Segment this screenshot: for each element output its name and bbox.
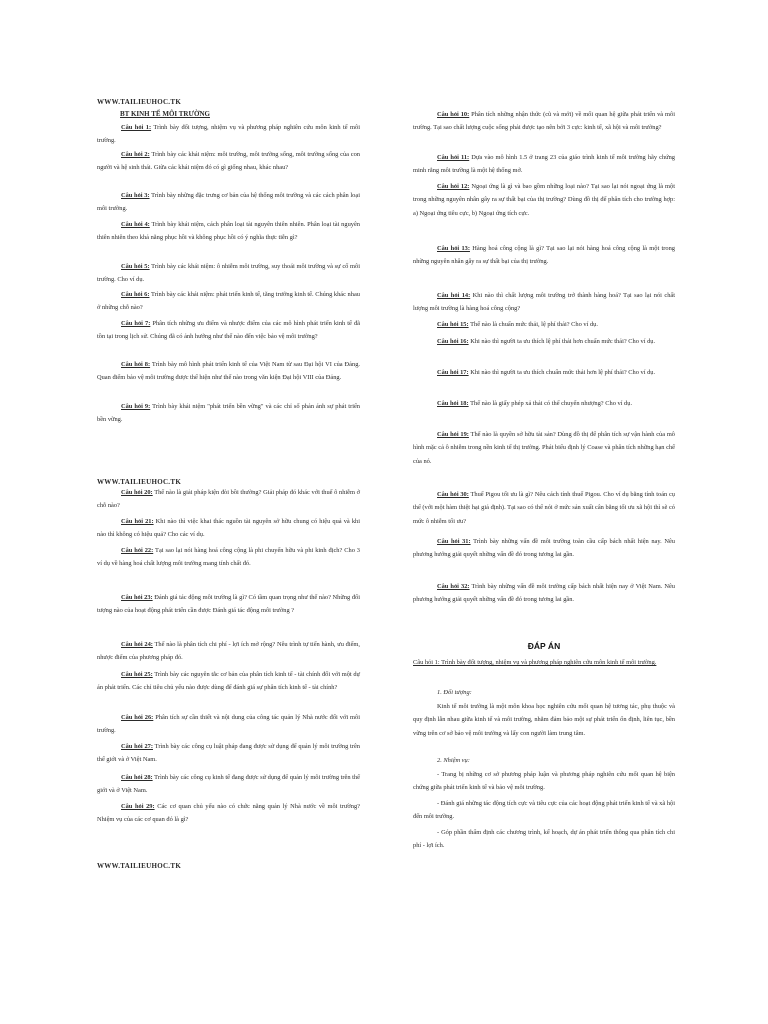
question-item: Câu hỏi 13: Hàng hoá công cộng là gì? Tại sao lại nói hàng hoá công cộng là một trong những nguyên nhân gây ra sự thất bại của thị trường.: [413, 245, 675, 266]
question-item: Câu hỏi 21: Khi nào thì việc khai thác nguồn tài nguyên sở hữu chung có hiệu quả và khi nào thì không có hiệu quả? Cho các ví dụ.: [97, 518, 360, 539]
question-item: Câu hỏi 30: Thuế Pigou tối ưu là gì? Nêu cách tính thuế Pigou. Cho ví dụ bằng tính toán cụ thể (với một hàm thiệt hại giả định). Tại sao có thể nói ở mức sản xuất cân bằng tối ưu xã hội thì sẽ có mức ô nhiễm tối ưu?: [413, 491, 675, 525]
question-item: Câu hỏi 20: Thế nào là giải pháp kiện đòi bồi thường? Giải pháp đó khác với thuế ô nhiễm ở chỗ nào?: [97, 489, 360, 510]
question-item: Câu hỏi 7: Phân tích những ưu điểm và nhược điểm của các mô hình phát triển kinh tế đã tồn tại trong lịch sử. Chúng đã có ảnh hưởng như thế nào đến việc bảo vệ môi trường?: [97, 320, 360, 341]
question-item: Câu hỏi 32: Trình bày những vấn đề môi trường cấp bách nhất hiện nay ở Việt Nam. Nêu phương hướng giải quyết những vấn đề đó trong tương lai gần.: [413, 583, 675, 604]
question-item: Câu hỏi 23: Đánh giá tác động môi trường là gì? Có tầm quan trọng như thế nào? Những đối tượng nào của hoạt động phát triển cần được Đánh giá tác động môi trường ?: [97, 594, 360, 615]
question-item: Câu hỏi 2: Trình bày các khái niệm: môi trường, môi trường sống, môi trường sống của con người và hệ sinh thái. Giữa các khái niệm đó có gì giống nhau, khác nhau?: [97, 151, 360, 172]
question-item: Câu hỏi 9: Trình bày khái niệm "phát triển bền vững" và các chỉ số phản ánh sự phát triển bền vững.: [97, 403, 361, 424]
document-title: BT KINH TẾ MÔI TRƯỜNG: [120, 110, 210, 118]
answer-question-title: Câu hỏi 1: Trình bày đối tượng, nhiệm vụ và phương pháp nghiên cứu môn kinh tế môi trường.: [413, 659, 657, 666]
site-header: WWW.TAILIEUHOC.TK: [97, 478, 182, 486]
answer-subheading: 1. Đối tượng:: [437, 689, 472, 696]
question-item: Câu hỏi 19: Thế nào là quyền sở hữu tài sản? Dùng đồ thị để phân tích sự vận hành của mô hình mặc cả ô nhiễm trong nền kinh tế thị trường. Phát biểu định lý Coase và phân tích những hạn chế của nó.: [413, 431, 675, 465]
question-item: Câu hỏi 8: Trình bày mô hình phát triển kinh tế của Việt Nam từ sau Đại hội VI của Đảng. Quan điểm bảo vệ môi trường được thể hiện như thế nào trong văn kiện Đại hội VIII của Đảng.: [97, 361, 360, 382]
question-item: Câu hỏi 25: Trình bày các nguyên tắc cơ bản của phân tích kinh tế - tài chính đối với một dự án phát triển. Các chỉ tiêu chủ yếu nào được dùng để đánh giá sự phân tích kinh tế - tài chính?: [97, 671, 360, 692]
question-item: Câu hỏi 12: Ngoại ứng là gì và bao gồm những loại nào? Tại sao lại nói ngoại ứng là một trong những nguyên nhân gây ra sự thất bại của thị trường? Dùng đồ thị để phân tích cho trường hợp: a) Ngoại ứng tiêu cực, b) Ngoại ứng tích cực.: [413, 183, 675, 217]
question-item: Câu hỏi 11: Dựa vào mô hình 1.5 ở trang 23 của giáo trình kinh tế môi trường hãy chứng minh rằng môi trường là một hệ thống mở.: [413, 154, 675, 175]
site-header: WWW.TAILIEUHOC.TK: [97, 98, 182, 106]
question-item: Câu hỏi 29: Các cơ quan chủ yếu nào có chức năng quản lý Nhà nước về môi trường? Nhiệm vụ của các cơ quan đó là gì?: [97, 803, 361, 824]
answer-bullet: - Đánh giá những tác động tích cực và tiêu cực của các hoạt động phát triển kinh tế và xã hội đến môi trường.: [413, 800, 675, 821]
question-item: Câu hỏi 18: Thế nào là giấy phép xả thải có thể chuyển nhượng? Cho ví dụ.: [437, 400, 633, 407]
question-item: Câu hỏi 24: Thế nào là phân tích chi phí - lợi ích mở rộng? Nêu trình tự tiến hành, ưu điểm, nhược điểm của phương pháp đó.: [97, 641, 361, 662]
question-item: Câu hỏi 27: Trình bày các công cụ luật pháp đang được sử dụng để quản lý môi trường trên thế giới và ở Việt Nam.: [97, 743, 360, 764]
question-item: Câu hỏi 15: Thế nào là chuẩn mức thải, lệ phí thải? Cho ví dụ.: [437, 321, 598, 328]
answer-bullet: - Trang bị những cơ sở phương pháp luận và phương pháp nghiên cứu mối quan hệ biện chứng giữa phát triển kinh tế và bảo vệ môi trường.: [413, 771, 675, 792]
question-item: Câu hỏi 22: Tại sao lại nói hàng hoá công cộng là phi chuyển hữu và phi kinh địch? Cho 3 ví dụ về hàng hoá chất lượng môi trường mang tính chất đó.: [97, 547, 361, 568]
question-item: Câu hỏi 6: Trình bày các khái niệm: phát triển kinh tế, tăng trưởng kinh tế. Chúng khác nhau ở những chỗ nào?: [97, 291, 360, 312]
answer-bullet: - Góp phần thẩm định các chương trình, kế hoạch, dự án phát triển thông qua phân tích chi phí - lợi ích.: [413, 829, 675, 850]
question-item: Câu hỏi 1: Trình bày đối tượng, nhiệm vụ và phương pháp nghiên cứu môn kinh tế môi trường.: [97, 124, 360, 145]
question-item: Câu hỏi 28: Trình bày các công cụ kinh tế đang được sử dụng để quản lý môi trường trên thế giới và ở Việt Nam.: [97, 774, 360, 795]
question-item: Câu hỏi 10: Phân tích những nhận thức (cũ và mới) về mối quan hệ giữa phát triển và môi trường. Tại sao chất lượng cuộc sống phải được tạo nên bởi 3 cực: kinh tế, xã hội và môi trường?: [413, 111, 675, 132]
answer-heading: ĐÁP ÁN: [527, 641, 561, 651]
answer-subheading: 2. Nhiệm vụ:: [437, 757, 470, 764]
site-footer: WWW.TAILIEUHOC.TK: [97, 862, 182, 870]
question-item: Câu hỏi 14: Khi nào thì chất lượng môi trường trở thành hàng hoá? Tại sao lại nói chất lượng môi trường là hàng hoá công cộng?: [413, 292, 676, 313]
question-item: Câu hỏi 4: Trình bày khái niệm, cách phân loại tài nguyên thiên nhiên. Phân loại tài nguyên thiên nhiên theo khả năng phục hồi và không phục hồi có ý nghĩa thực tiễn gì?: [97, 221, 360, 242]
question-item: Câu hỏi 16: Khi nào thì người ta ưu thích lệ phí thải hơn chuẩn mức thải? Cho ví dụ.: [437, 338, 656, 345]
question-item: Câu hỏi 17: Khi nào thì người ta ưu thích chuẩn mức thải hơn lệ phí thải? Cho ví dụ.: [437, 369, 656, 376]
answer-paragraph: Kinh tế môi trường là một môn khoa học nghiên cứu mối quan hệ tương tác, phụ thuộc và quy định lẫn nhau giữa kinh tế và môi trường, nhằm đảm bảo một sự phát triển ổn định, liên tục, bền vững trên cơ sở bảo vệ môi trường và lấy con người làm trung tâm.: [413, 703, 675, 737]
question-item: Câu hỏi 3: Trình bày những đặc trưng cơ bản của hệ thống môi trường và các cách phân loại môi trường.: [97, 192, 360, 213]
question-item: Câu hỏi 5: Trình bày các khái niệm: ô nhiễm môi trường, suy thoái môi trường và sự cố môi trường. Cho ví dụ.: [97, 263, 360, 284]
question-item: Câu hỏi 26: Phân tích sự cần thiết và nội dung của công tác quản lý Nhà nước đối với môi trường.: [97, 714, 360, 735]
question-item: Câu hỏi 31: Trình bày những vấn đề môi trường toàn cầu cấp bách nhất hiện nay. Nêu phương hướng giải quyết những vấn đề đó trong tương lai gần.: [413, 538, 675, 559]
